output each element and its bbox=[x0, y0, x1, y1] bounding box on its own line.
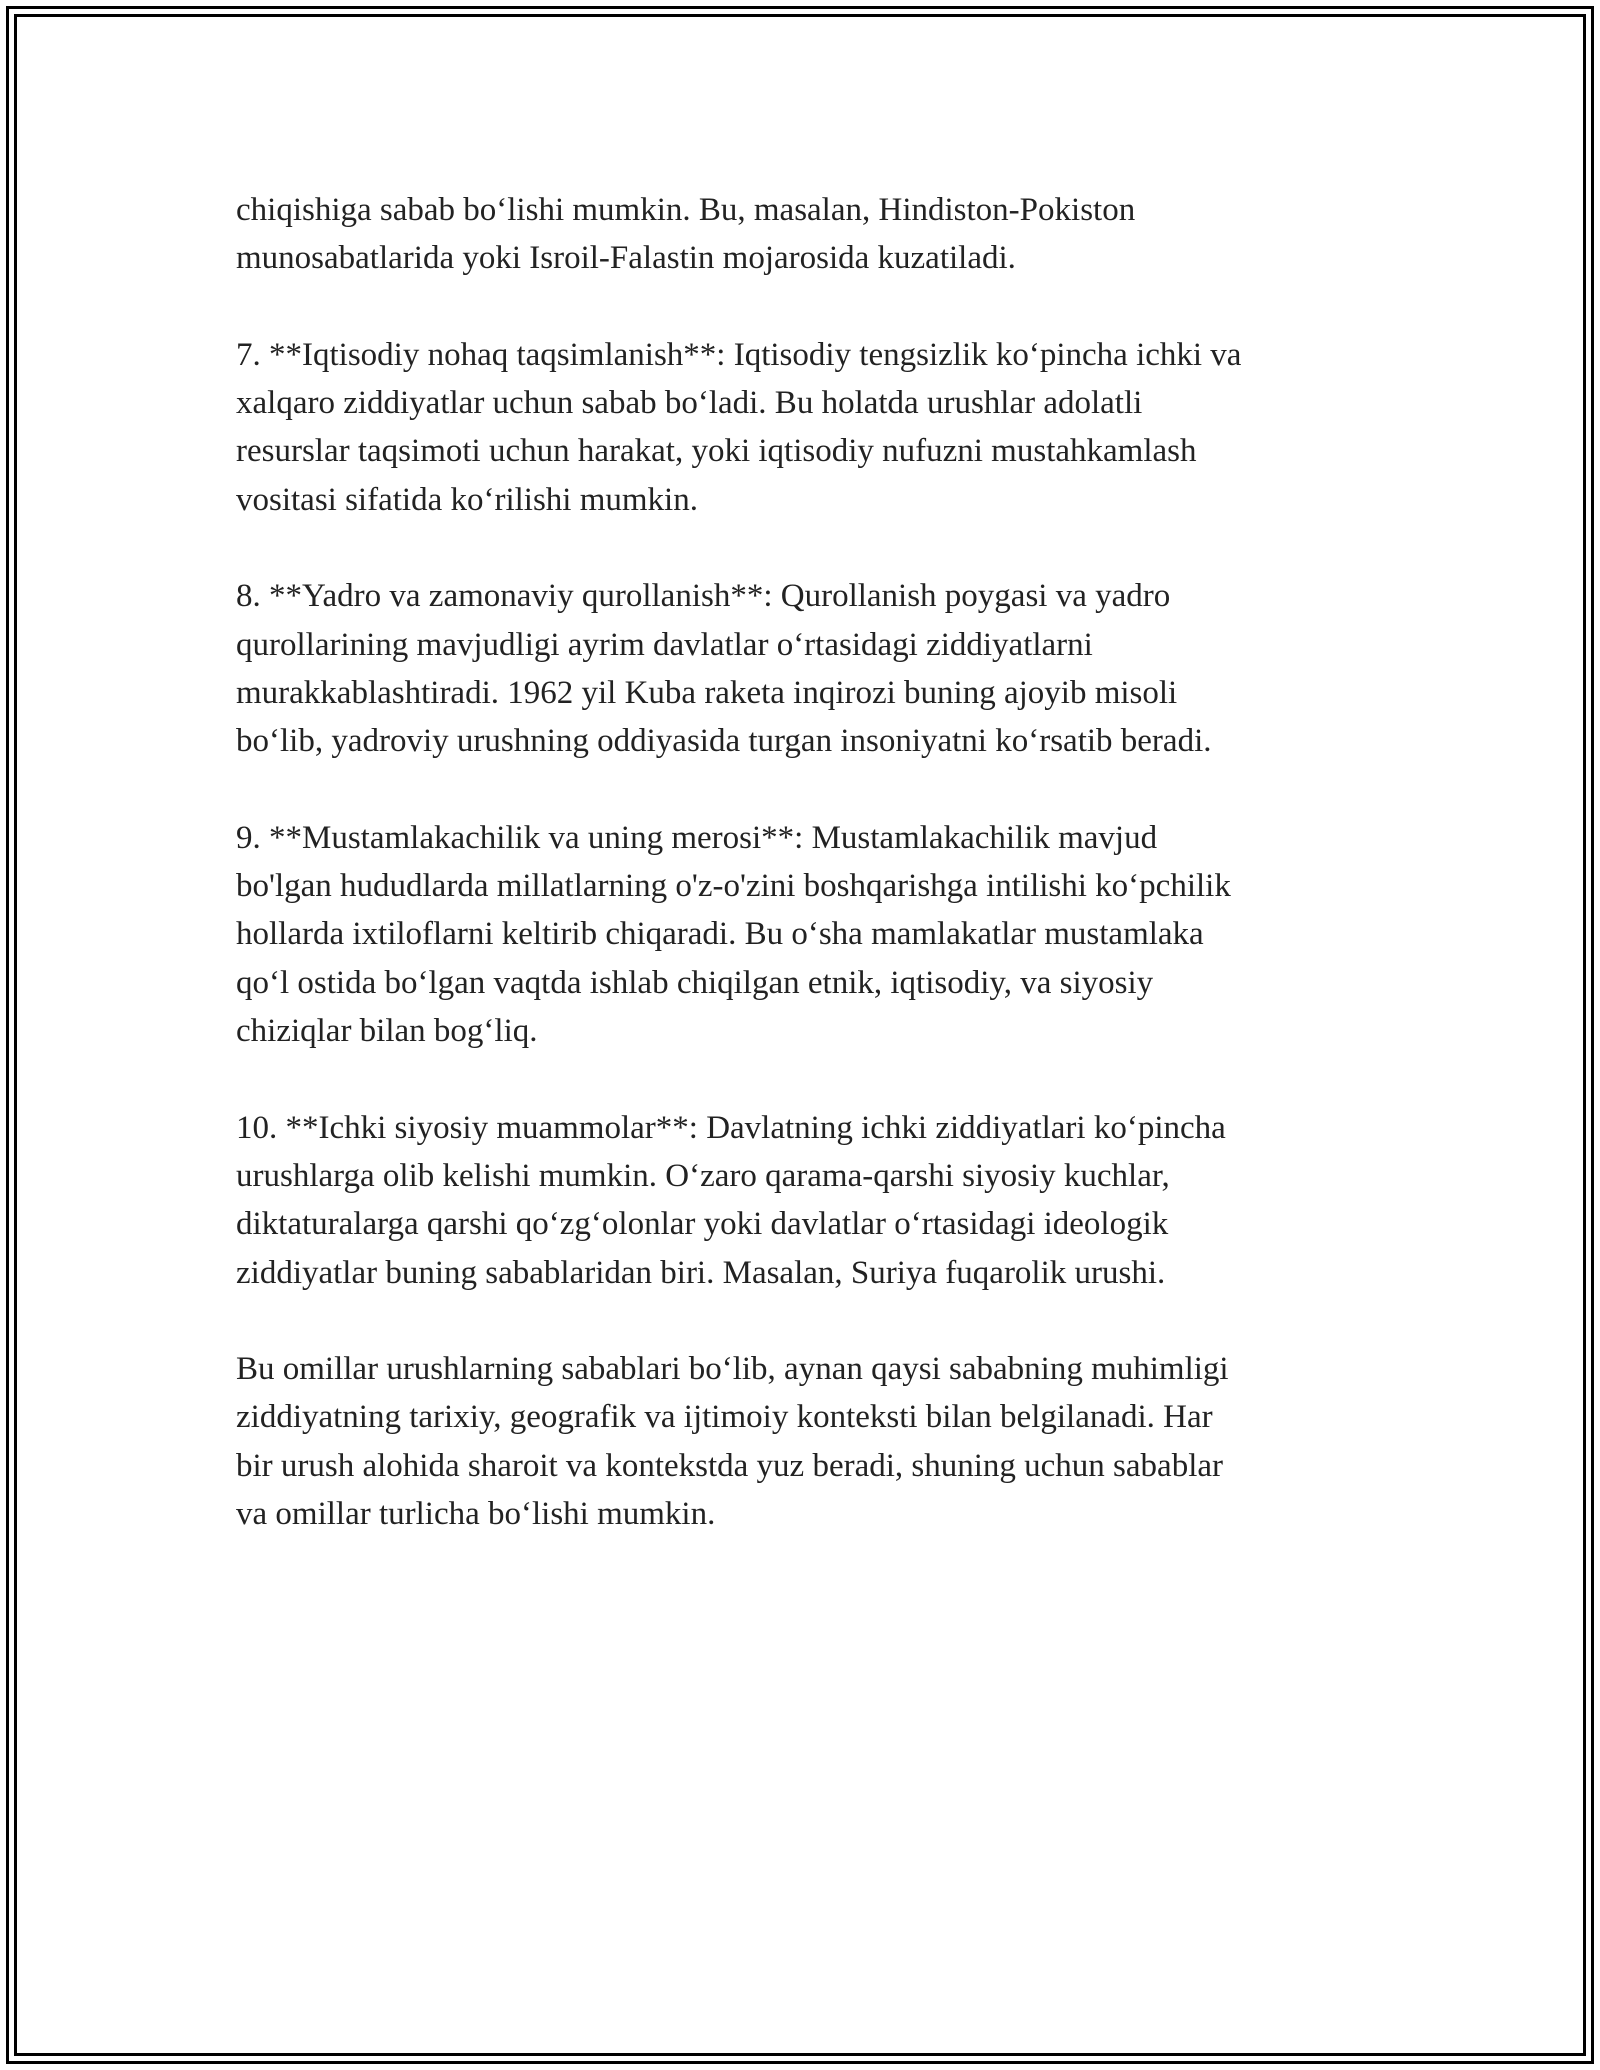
paragraph-item-8 bbox=[236, 572, 1366, 765]
text-line: hollarda ixtiloflarni keltirib chiqaradi. Bu o‘sha mamlakatlar mustamlaka bbox=[236, 916, 1204, 953]
text-line: bo'lgan hududlarda millatlarning o'z-o'zini boshqarishga intilishi ko‘pchilik bbox=[236, 868, 1231, 905]
text-line: qo‘l ostida bo‘lgan vaqtda ishlab chiqilgan etnik, iqtisodiy, va siyosiy bbox=[236, 964, 1154, 1001]
paragraph-intro-continuation bbox=[236, 186, 1366, 283]
paragraph-conclusion bbox=[236, 1345, 1366, 1538]
text-line: murakkablashtiradi. 1962 yil Kuba raketa inqirozi buning ajoyib misoli bbox=[236, 674, 1178, 711]
text-line: urushlarga olib kelishi mumkin. O‘zaro qarama-qarshi siyosiy kuchlar, bbox=[236, 1157, 1170, 1194]
text-line: Bu omillar urushlarning sabablari bo‘lib, aynan qaysi sababning muhimligi bbox=[236, 1351, 1229, 1388]
document-body bbox=[236, 186, 1366, 1587]
text-line: chiziqlar bilan bog‘liq. bbox=[236, 1013, 538, 1050]
text-line: xalqaro ziddiyatlar uchun sabab bo‘ladi. Bu holatda urushlar adolatli bbox=[236, 385, 1143, 422]
text-line: chiqishiga sabab bo‘lishi mumkin. Bu, masalan, Hindiston-Pokiston bbox=[236, 192, 1136, 228]
paragraph-item-10 bbox=[236, 1104, 1366, 1297]
text-line: qurollarining mavjudligi ayrim davlatlar o‘rtasidagi ziddiyatlarni bbox=[236, 626, 1093, 663]
text-line: resurslar taqsimoti uchun harakat, yoki iqtisodiy nufuzni mustahkamlash bbox=[236, 433, 1197, 470]
paragraph-item-9 bbox=[236, 814, 1366, 1055]
text-line: 10. **Ichki siyosiy muammolar**: Davlatning ichki ziddiyatlari ko‘pincha bbox=[236, 1109, 1226, 1146]
text-line: va omillar turlicha bo‘lishi mumkin. bbox=[236, 1496, 716, 1533]
text-line: ziddiyatlar buning sabablaridan biri. Masalan, Suriya fuqarolik urushi. bbox=[236, 1254, 1166, 1291]
text-line: munosabatlarida yoki Isroil-Falastin mojarosida kuzatiladi. bbox=[236, 240, 1016, 277]
text-line: ziddiyatning tarixiy, geografik va ijtimoiy konteksti bilan belgilanadi. Har bbox=[236, 1399, 1213, 1436]
text-line: vositasi sifatida ko‘rilishi mumkin. bbox=[236, 481, 698, 518]
text-line: 9. **Mustamlakachilik va uning merosi**: Mustamlakachilik mavjud bbox=[236, 819, 1158, 856]
text-line: bo‘lib, yadroviy urushning oddiyasida turgan insoniyatni ko‘rsatib beradi. bbox=[236, 723, 1212, 760]
text-line: 7. **Iqtisodiy nohaq taqsimlanish**: Iqtisodiy tengsizlik ko‘pincha ichki va bbox=[236, 336, 1242, 373]
text-line: bir urush alohida sharoit va kontekstda yuz beradi, shuning uchun sabablar bbox=[236, 1447, 1224, 1484]
text-line: 8. **Yadro va zamonaviy qurollanish**: Qurollanish poygasi va yadro bbox=[236, 578, 1171, 615]
paragraph-item-7 bbox=[236, 331, 1366, 524]
text-line: diktaturalarga qarshi qo‘zg‘olonlar yoki davlatlar o‘rtasidagi ideologik bbox=[236, 1206, 1169, 1243]
